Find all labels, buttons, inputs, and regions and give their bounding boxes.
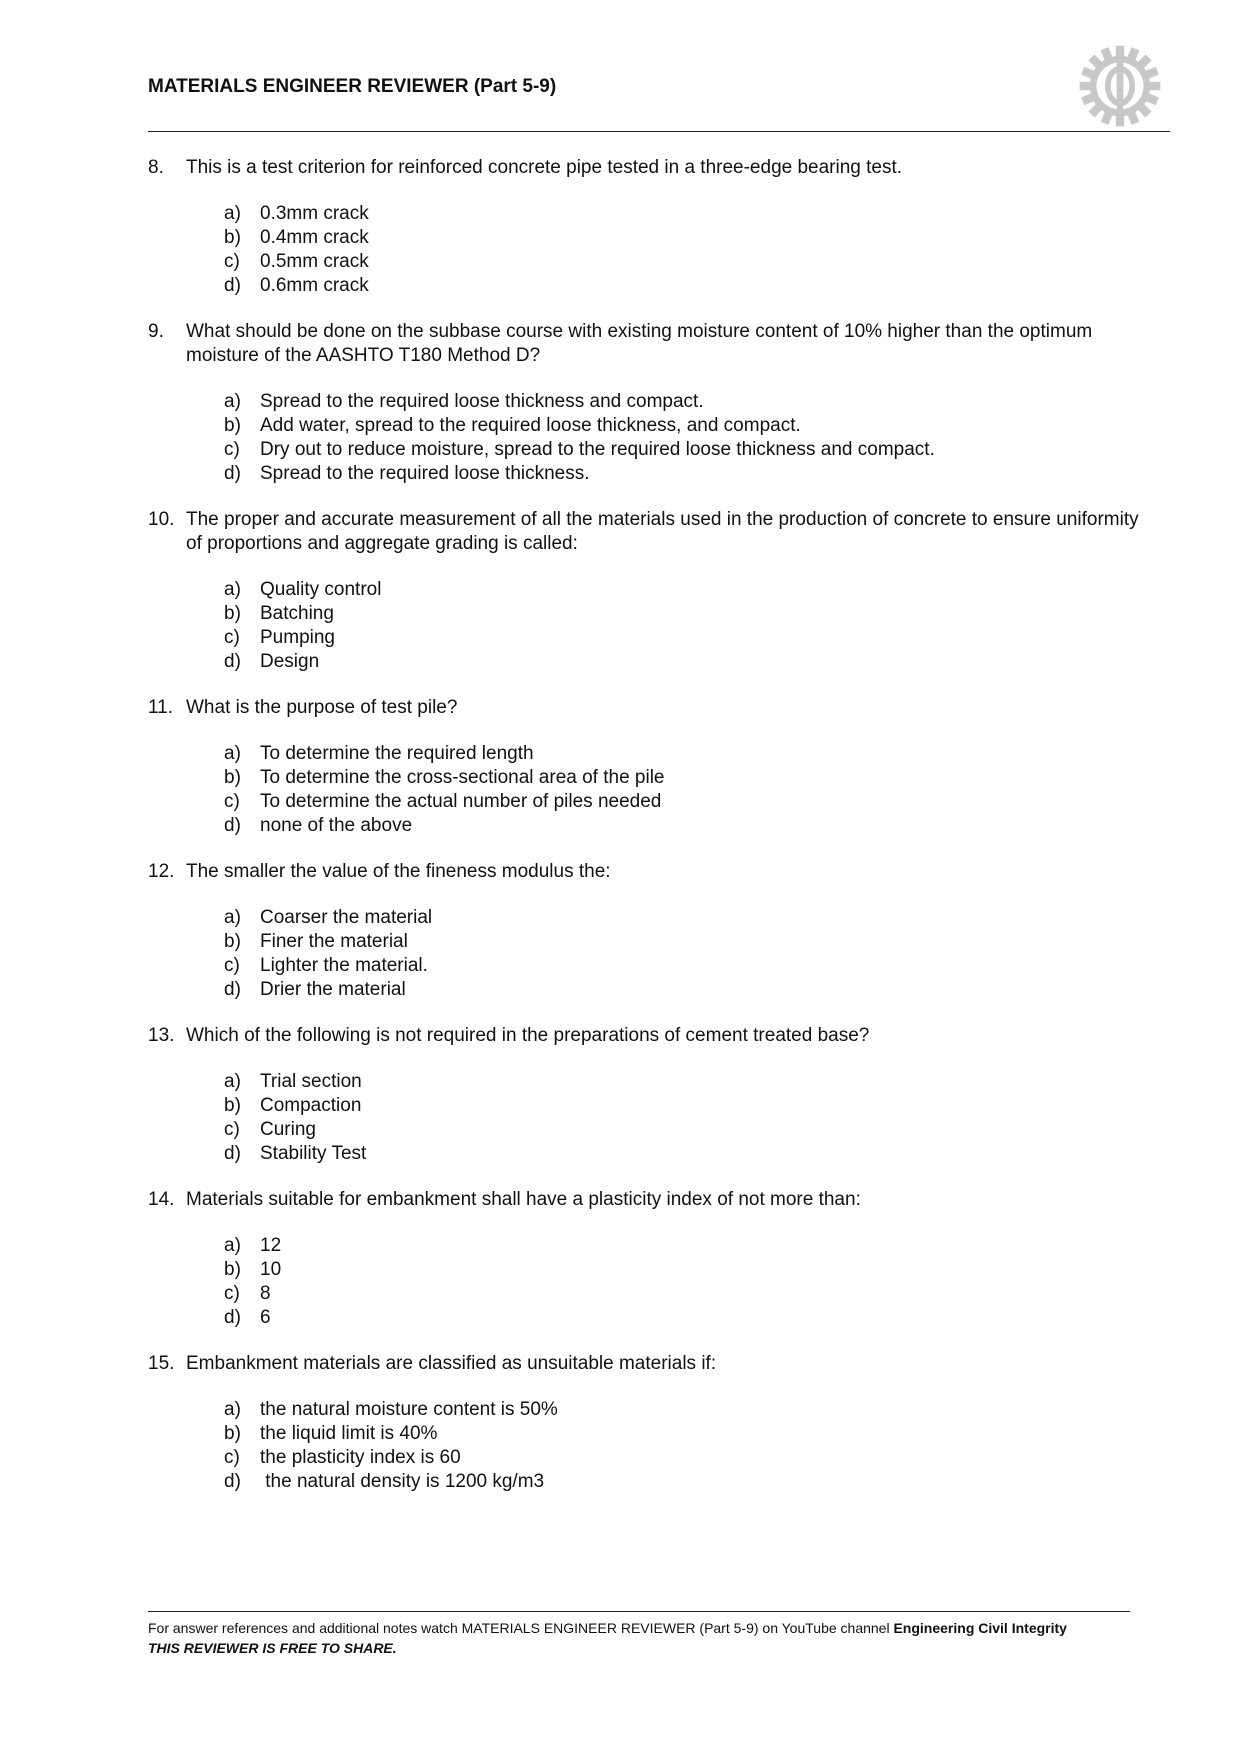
option-item [224,226,1148,250]
option-item [224,462,1148,486]
option-list [148,1398,1148,1494]
option-letter: c) [224,955,240,976]
option-text: Finer the material [260,931,408,952]
option-text: 12 [260,1235,282,1256]
option-letter: c) [224,627,240,648]
option-text: the plasticity index is 60 [260,1447,461,1468]
option-item [224,814,1148,838]
question-line [148,508,1148,556]
option-item [224,438,1148,462]
question-text: The smaller the value of the fineness modulus the: [186,861,611,882]
question-number: 9. [148,321,164,342]
option-letter: d) [224,651,241,672]
option-item [224,790,1148,814]
option-list [148,1070,1148,1166]
option-text: Coarser the material [260,907,433,928]
option-list [148,742,1148,838]
option-letter: b) [224,603,241,624]
footer-note [148,1618,1148,1638]
option-list [148,390,1148,486]
question-number: 10. [148,509,175,530]
option-item [224,202,1148,226]
option-item [224,1446,1148,1470]
footer-channel-name: Engineering Civil Integrity [893,1620,1067,1636]
question-line [148,320,1148,368]
question-number: 11. [148,697,174,718]
option-letter: b) [224,1259,241,1280]
footer-share-note: THIS REVIEWER IS FREE TO SHARE. [148,1640,397,1656]
option-letter: d) [224,275,241,296]
option-letter: c) [224,791,240,812]
option-item [224,1398,1148,1422]
option-text: Dry out to reduce moisture, spread to the required loose thickness and compact. [260,439,935,460]
option-letter: b) [224,227,241,248]
option-item [224,1142,1148,1166]
option-text: 6 [260,1307,271,1328]
footer [148,1618,1148,1658]
option-item [224,1282,1148,1306]
question-text: What is the purpose of test pile? [186,697,458,718]
question-line [148,696,1148,720]
option-text: the natural moisture content is 50% [260,1399,558,1420]
option-text: 0.3mm crack [260,203,369,224]
option-item [224,930,1148,954]
header-divider [148,131,1170,132]
option-item [224,390,1148,414]
option-list [148,906,1148,1002]
option-text: 8 [260,1283,271,1304]
option-letter: d) [224,1307,241,1328]
question-text: This is a test criterion for reinforced concrete pipe tested in a three-edge bearing test. [186,157,903,178]
option-text: Curing [260,1119,316,1140]
option-text: the liquid limit is 40% [260,1423,438,1444]
option-item [224,1118,1148,1142]
option-item [224,1094,1148,1118]
option-text: To determine the actual number of piles needed [260,791,662,812]
option-letter: a) [224,1399,241,1420]
option-list [148,202,1148,298]
option-item [224,274,1148,298]
option-text: To determine the required length [260,743,534,764]
option-letter: a) [224,907,241,928]
question-text: Which of the following is not required in the preparations of cement treated base? [186,1025,870,1046]
option-letter: d) [224,1143,241,1164]
option-letter: d) [224,463,241,484]
option-item [224,1258,1148,1282]
option-item [224,250,1148,274]
question-item [148,696,1148,838]
option-text: Pumping [260,627,335,648]
option-text: Batching [260,603,334,624]
question-text: Embankment materials are classified as unsuitable materials if: [186,1353,717,1374]
option-item [224,650,1148,674]
option-text: 0.5mm crack [260,251,369,272]
option-letter: b) [224,415,241,436]
gear-logo-icon [1078,44,1162,128]
option-item [224,602,1148,626]
option-text: Quality control [260,579,382,600]
option-letter: a) [224,579,241,600]
question-number: 8. [148,157,164,178]
question-number: 14. [148,1189,175,1210]
option-text: Stability Test [260,1143,367,1164]
option-item [224,954,1148,978]
option-item [224,626,1148,650]
option-item [224,742,1148,766]
option-letter: b) [224,1095,241,1116]
option-letter: d) [224,1471,241,1492]
option-item [224,1422,1148,1446]
question-number: 12. [148,861,175,882]
option-text: Lighter the material. [260,955,428,976]
option-text: 0.6mm crack [260,275,369,296]
option-item [224,1234,1148,1258]
question-number: 13. [148,1025,175,1046]
option-letter: b) [224,1423,241,1444]
question-line [148,1352,1148,1376]
footer-divider [148,1611,1130,1612]
question-item [148,860,1148,1002]
option-item [224,414,1148,438]
page-title: MATERIALS ENGINEER REVIEWER (Part 5-9) [148,76,557,97]
option-letter: c) [224,1119,240,1140]
question-text: The proper and accurate measurement of all the materials used in the production of concrete to ensure uniformity of proportions and aggregate grading is called: [186,509,1139,554]
option-item [224,578,1148,602]
option-letter: b) [224,931,241,952]
question-item [148,1352,1148,1494]
option-list [148,1234,1148,1330]
option-text: Add water, spread to the required loose thickness, and compact. [260,415,801,436]
question-text: What should be done on the subbase course with existing moisture content of 10% higher than the optimum moisture of the AASHTO T180 Method D? [186,321,1093,366]
option-text: none of the above [260,815,413,836]
option-item [224,1306,1148,1330]
question-list [148,156,1148,1516]
option-text: Drier the material [260,979,406,1000]
option-letter: a) [224,1235,241,1256]
option-letter: c) [224,251,240,272]
question-line [148,1024,1148,1048]
option-text: Trial section [260,1071,362,1092]
option-text: Spread to the required loose thickness and compact. [260,391,704,412]
question-text: Materials suitable for embankment shall have a plasticity index of not more than: [186,1189,861,1210]
option-letter: b) [224,767,241,788]
question-item [148,1024,1148,1166]
option-text: Spread to the required loose thickness. [260,463,590,484]
option-item [224,978,1148,1002]
option-letter: a) [224,1071,241,1092]
option-list [148,578,1148,674]
option-text: 10 [260,1259,282,1280]
question-item [148,1188,1148,1330]
question-line [148,156,1148,180]
option-text: Design [260,651,320,672]
question-item [148,156,1148,298]
option-text: the natural density is 1200 kg/m3 [260,1471,545,1492]
option-item [224,1070,1148,1094]
option-item [224,1470,1148,1494]
option-letter: c) [224,439,240,460]
option-letter: d) [224,979,241,1000]
question-line [148,860,1148,884]
option-item [224,906,1148,930]
option-letter: c) [224,1447,240,1468]
option-letter: d) [224,815,241,836]
option-text: 0.4mm crack [260,227,369,248]
footer-note-prefix: For answer references and additional notes watch MATERIALS ENGINEER REVIEWER (Part 5-9) on YouTube channel [148,1620,894,1636]
option-text: To determine the cross-sectional area of the pile [260,767,665,788]
question-item [148,508,1148,674]
option-item [224,766,1148,790]
option-text: Compaction [260,1095,362,1116]
option-letter: a) [224,391,241,412]
question-number: 15. [148,1353,175,1374]
option-letter: a) [224,203,241,224]
question-line [148,1188,1148,1212]
option-letter: c) [224,1283,240,1304]
question-item [148,320,1148,486]
option-letter: a) [224,743,241,764]
